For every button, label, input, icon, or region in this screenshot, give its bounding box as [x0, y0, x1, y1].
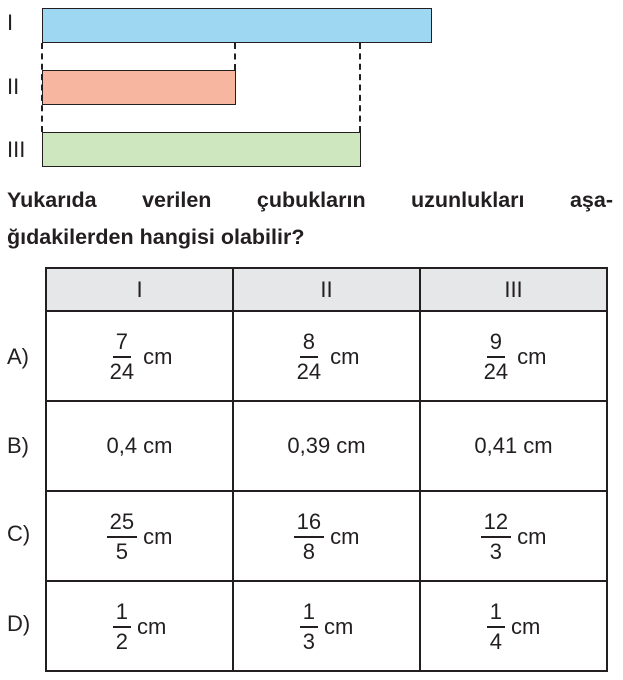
denominator: 24: [483, 358, 509, 384]
unit: cm: [510, 613, 541, 639]
bar-label-i: I: [7, 10, 14, 35]
numerator: 1: [487, 600, 505, 628]
cell-d-ii: [233, 581, 420, 671]
table-row-a[interactable]: [46, 311, 607, 401]
cell-a-iii: [420, 311, 607, 401]
cell-a-i: [46, 311, 233, 401]
denominator: 5: [115, 538, 128, 564]
unit: cm: [330, 343, 360, 369]
question-line-1: Yukarıda verilen çubukların uzunlukları aşa-: [7, 188, 613, 212]
bar-iii: [42, 132, 361, 167]
header-iii: III: [420, 268, 607, 311]
table-row-d[interactable]: [46, 581, 607, 671]
numerator: 1: [300, 600, 318, 628]
option-label-b[interactable]: B): [7, 433, 29, 458]
cell-c-i: [46, 491, 233, 581]
option-label-d[interactable]: D): [7, 611, 31, 636]
unit: cm: [517, 343, 547, 369]
unit: cm: [136, 613, 167, 639]
bar-label-ii: II: [7, 74, 20, 99]
left-dashed-guide: [41, 43, 43, 132]
table-header-row: [46, 268, 607, 311]
question-line-2: ğıdakilerden hangisi olabilir?: [7, 225, 305, 249]
bar-ii-end-guide: [234, 43, 236, 70]
unit: cm: [143, 343, 173, 369]
numerator: 9: [487, 330, 505, 358]
cell-c-ii: [233, 491, 420, 581]
denominator: 3: [489, 538, 502, 564]
numerator: 12: [481, 510, 511, 538]
bar-i: [42, 8, 432, 43]
cell-b-iii: 0,41 cm: [420, 401, 607, 491]
denominator: 24: [109, 358, 135, 384]
bar-ii: [42, 70, 236, 105]
unit: cm: [330, 523, 360, 549]
numerator: 7: [113, 330, 131, 358]
option-label-c[interactable]: C): [7, 521, 31, 546]
numerator: 8: [300, 330, 318, 358]
table-row-b[interactable]: [46, 401, 607, 491]
header-i: I: [46, 268, 233, 311]
options-table: [45, 267, 608, 672]
unit: cm: [143, 523, 173, 549]
question-text: [7, 182, 613, 256]
denominator: 8: [302, 538, 315, 564]
cell-b-i: 0,4 cm: [46, 401, 233, 491]
unit: cm: [323, 613, 354, 639]
numerator: 1: [113, 600, 131, 628]
unit: cm: [517, 523, 547, 549]
denominator: 24: [296, 358, 322, 384]
denominator: 3: [302, 628, 315, 654]
header-ii: II: [233, 268, 420, 311]
cell-a-ii: [233, 311, 420, 401]
bar-label-iii: III: [7, 137, 26, 162]
numerator: 16: [294, 510, 324, 538]
denominator: 4: [489, 628, 502, 654]
cell-d-iii: [420, 581, 607, 671]
bar-iii-end-guide: [359, 43, 361, 132]
denominator: 2: [115, 628, 128, 654]
option-label-a[interactable]: A): [7, 344, 29, 369]
cell-d-i: [46, 581, 233, 671]
cell-c-iii: [420, 491, 607, 581]
numerator: 25: [107, 510, 137, 538]
cell-b-ii: 0,39 cm: [233, 401, 420, 491]
table-row-c[interactable]: [46, 491, 607, 581]
